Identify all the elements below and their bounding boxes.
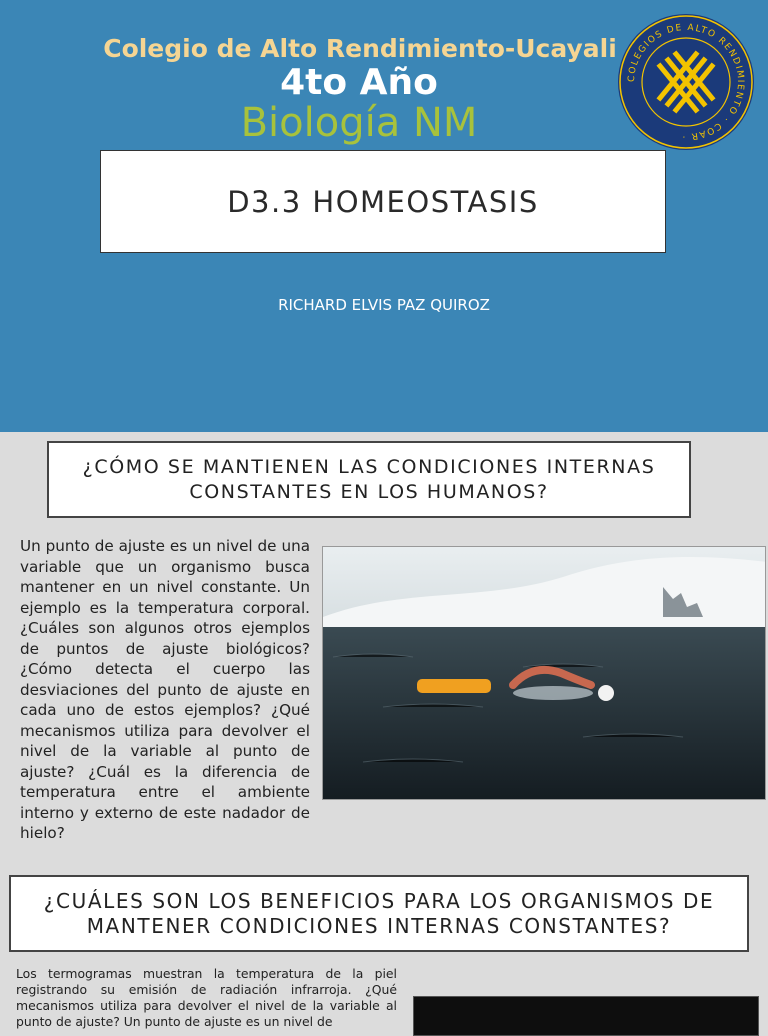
paragraph-1: Un punto de ajuste es un nivel de una variable que un organismo busca mantener en un nivel constante. Un ejemplo es la temperatura corporal. ¿Cuáles son algunos otros ejemplos de puntos de ajuste biológicos? ¿Cómo detecta el cuerpo las desviaciones del punto de ajuste en cada uno de estos ejemplos? ¿Qué mecanismos utiliza para devolver el nivel de la variable al punto de ajuste? ¿Cuál es la diferencia de temperatura entre el ambiente interno y externo de este nadador de hielo? [20, 537, 310, 842]
title-box [100, 150, 666, 253]
swimmer-cap [598, 685, 614, 701]
school-name: Colegio de Alto Rendimiento-Ucayali [103, 34, 617, 63]
presentation-title: D3.3 HOMEOSTASIS [227, 184, 539, 219]
question-1-text: ¿CÓMO SE MANTIENEN LAS CONDICIONES INTERNAS CONSTANTES EN LOS HUMANOS? [82, 455, 656, 503]
paragraph-2: Los termogramas muestran la temperatura de la piel registrando su emisión de radiación infrarroja. ¿Qué mecanismos utiliza para devolver el nivel de la variable al punto de ajuste? Un punto de ajuste es un nivel de [16, 966, 397, 1029]
question-2-text: ¿CUÁLES SON LOS BENEFICIOS PARA LOS ORGANISMOS DE MANTENER CONDICIONES INTERNAS CONSTANTES? [43, 888, 715, 938]
author-name: RICHARD ELVIS PAZ QUIROZ [278, 296, 490, 314]
coar-logo [616, 12, 756, 152]
subject-label: Biología NM [240, 100, 478, 146]
question-box-2 [9, 875, 749, 952]
year-label: 4to Año [280, 62, 438, 103]
logo-ring-text: COLEGIOS DE ALTO RENDIMIENTO · COAR · [626, 22, 746, 142]
question-box-1 [47, 441, 691, 518]
ice-swimmer-photo [322, 546, 766, 800]
swim-buoy [417, 679, 491, 693]
thermogram-image [413, 996, 759, 1036]
title-slide [0, 0, 768, 432]
